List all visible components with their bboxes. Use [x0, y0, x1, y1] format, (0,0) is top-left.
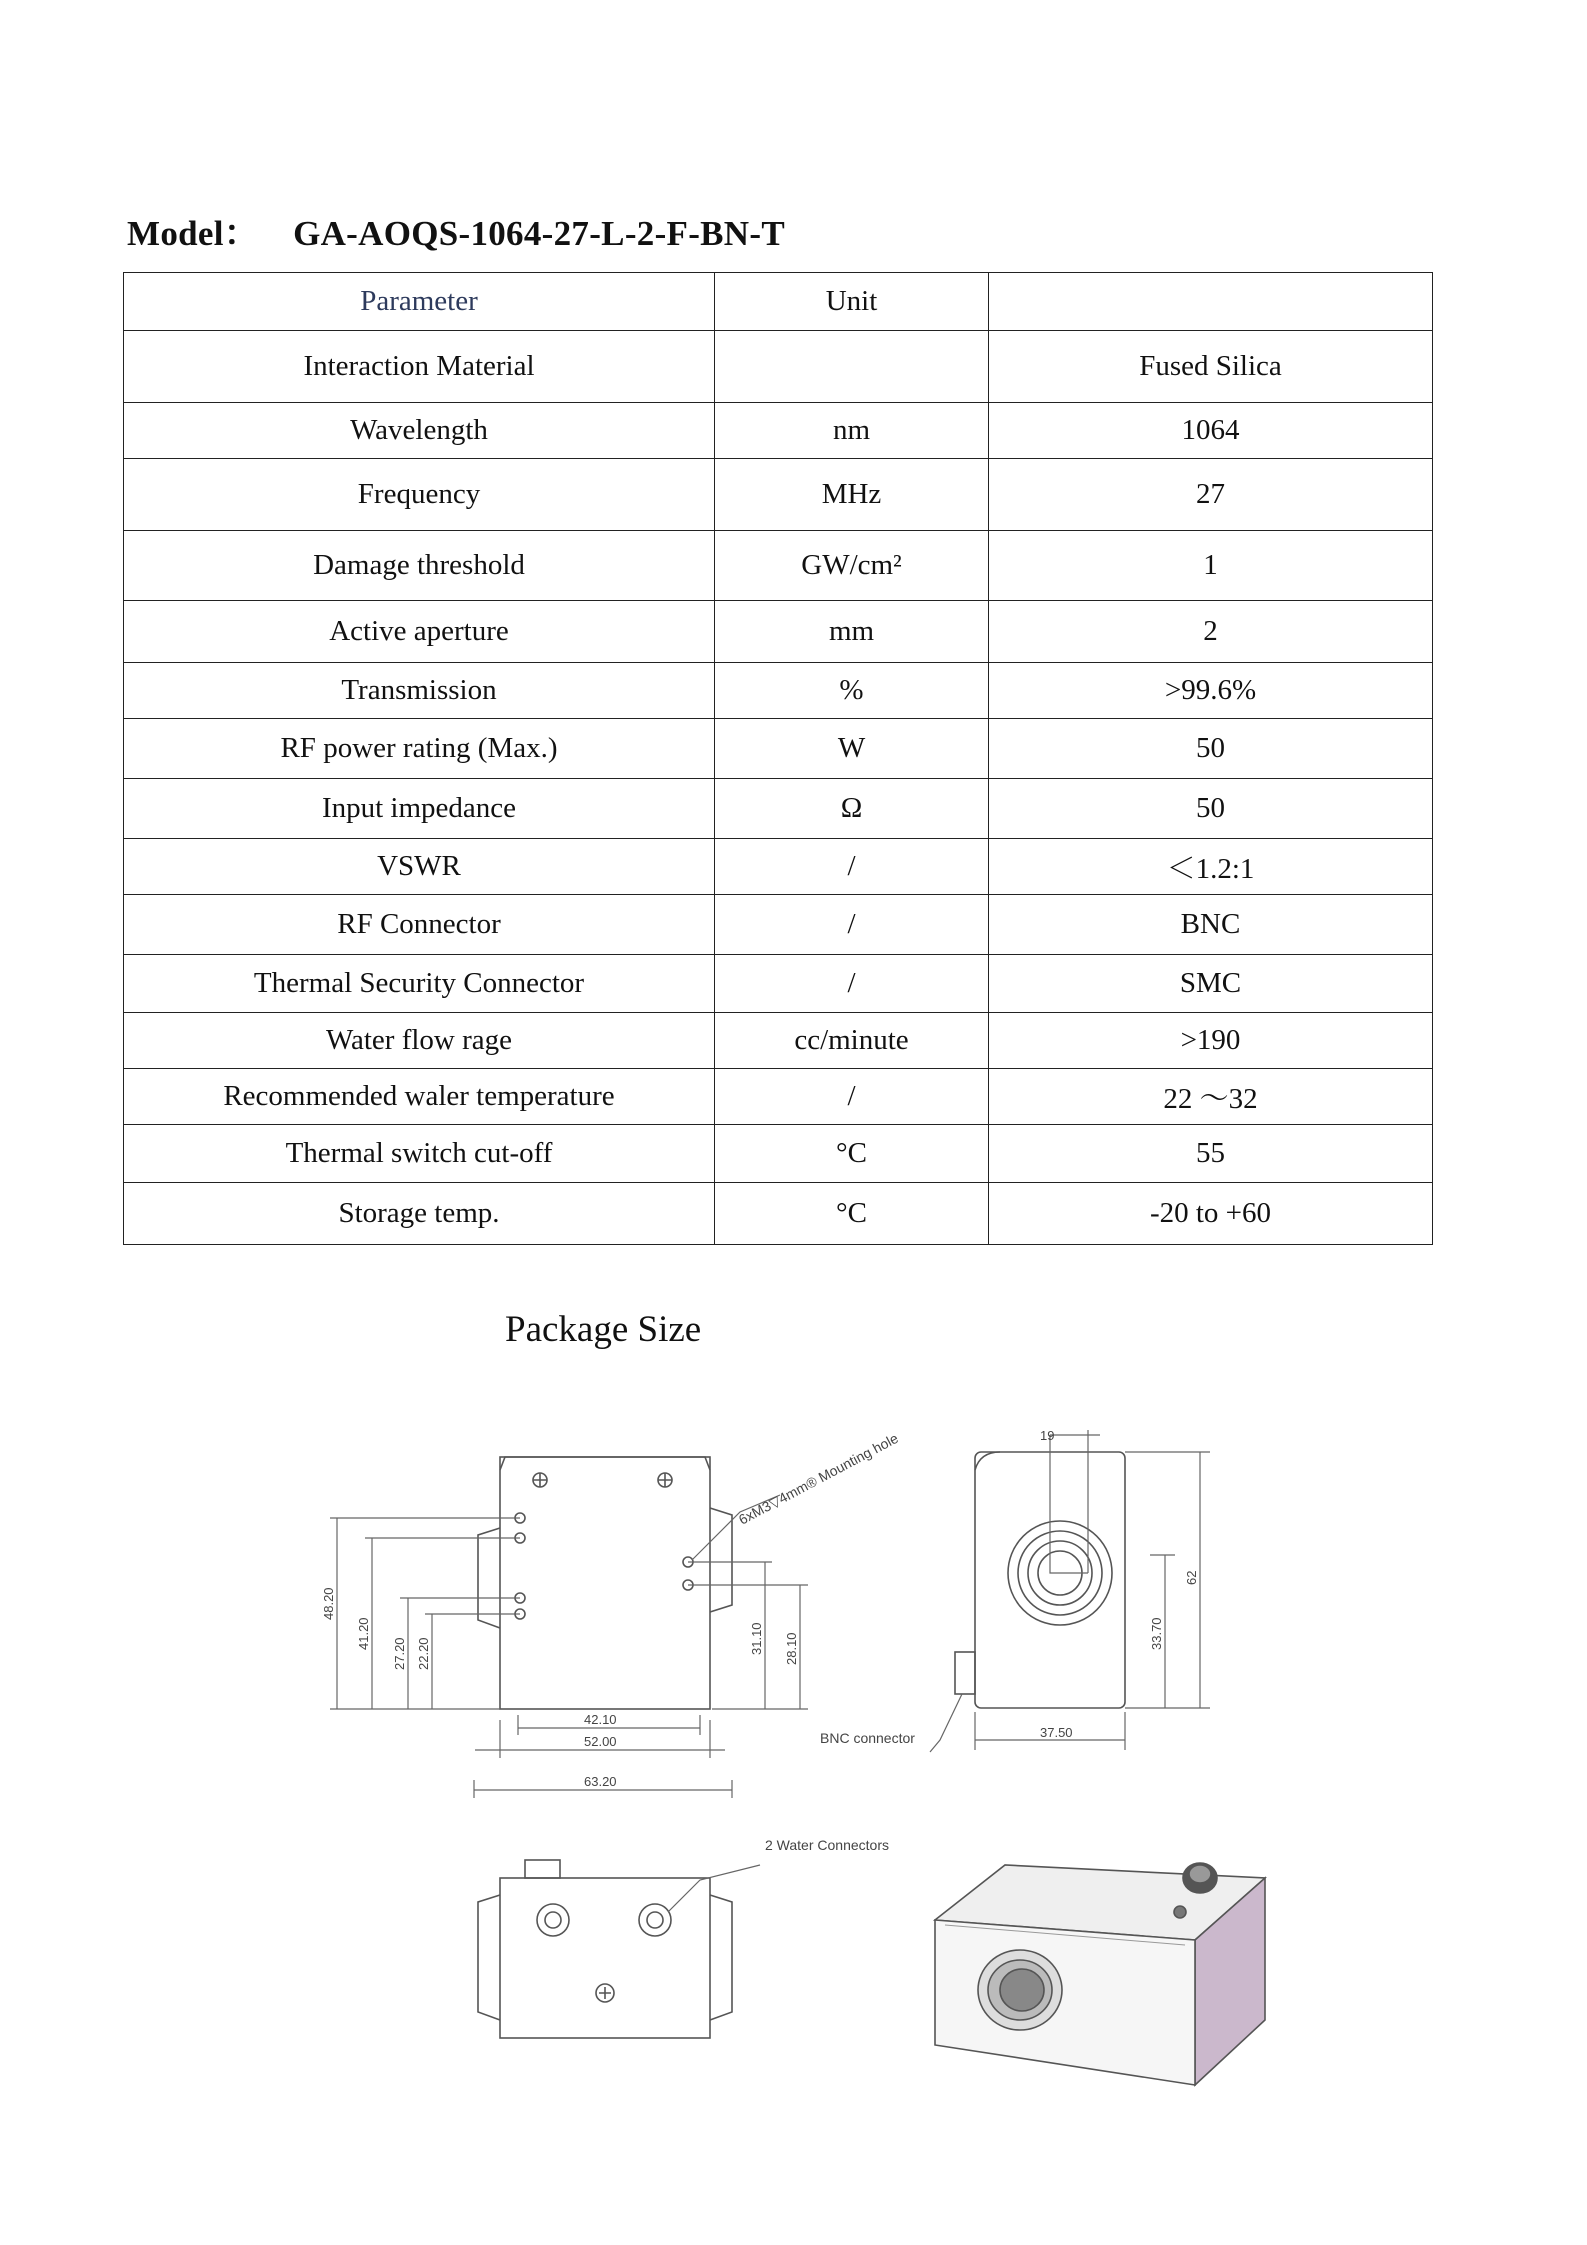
parameter-cell: Active aperture	[124, 601, 715, 663]
mounting-hole-label: 6xM3▽4mm® Mounting hole	[735, 1429, 901, 1528]
dim-2220: 22.20	[416, 1637, 431, 1670]
value-cell: 22 ～32	[989, 1069, 1433, 1125]
parameter-cell: Interaction Material	[124, 331, 715, 403]
parameter-cell: Storage temp.	[124, 1183, 715, 1245]
value-cell: 27	[989, 459, 1433, 531]
parameter-cell: Input impedance	[124, 779, 715, 839]
dim-6320: 63.20	[584, 1774, 617, 1789]
package-size-heading: Package Size	[505, 1309, 702, 1350]
unit-cell: W	[715, 719, 989, 779]
model-label: Model：	[127, 214, 260, 253]
bnc-connector-label: BNC connector	[820, 1730, 915, 1746]
unit-cell: /	[715, 839, 989, 895]
unit-cell: cc/minute	[715, 1013, 989, 1069]
parameter-cell: Wavelength	[124, 403, 715, 459]
housing-3d-view	[935, 1863, 1265, 2085]
dim-5200: 52.00	[584, 1734, 617, 1749]
unit-cell: /	[715, 1069, 989, 1125]
dim-4820: 48.20	[321, 1587, 336, 1620]
value-cell: >99.6%	[989, 663, 1433, 719]
dim-4120: 41.20	[356, 1617, 371, 1650]
parameter-cell: Thermal switch cut-off	[124, 1125, 715, 1183]
dim-3370: 33.70	[1149, 1617, 1164, 1650]
value-cell: 2	[989, 601, 1433, 663]
dim-2720: 27.20	[392, 1637, 407, 1670]
dim-3110: 31.10	[749, 1622, 764, 1655]
dim-62: 62	[1184, 1570, 1199, 1585]
front-view-outline	[478, 1457, 732, 1709]
unit-cell: °C	[715, 1183, 989, 1245]
dim-4210: 42.10	[584, 1712, 617, 1727]
unit-cell: /	[715, 895, 989, 955]
parameter-cell: RF Connector	[124, 895, 715, 955]
dim-19: 19	[1040, 1428, 1055, 1443]
value-cell: 50	[989, 779, 1433, 839]
value-cell: 1064	[989, 403, 1433, 459]
unit-cell: Unit	[715, 273, 989, 331]
value-cell: >190	[989, 1013, 1433, 1069]
value-cell: ＜1.2:1	[989, 839, 1433, 895]
value-cell: SMC	[989, 955, 1433, 1013]
value-cell: 55	[989, 1125, 1433, 1183]
unit-cell: °C	[715, 1125, 989, 1183]
parameter-cell: Recommended waler temperature	[124, 1069, 715, 1125]
value-cell: 50	[989, 719, 1433, 779]
dim-2810: 28.10	[784, 1632, 799, 1665]
dim-3750: 37.50	[1040, 1725, 1073, 1740]
value-cell: 1	[989, 531, 1433, 601]
parameter-cell: Parameter	[124, 273, 715, 331]
parameter-cell: Transmission	[124, 663, 715, 719]
unit-cell: /	[715, 955, 989, 1013]
side-view-outline	[955, 1452, 1125, 1708]
unit-cell: nm	[715, 403, 989, 459]
parameter-cell: Thermal Security Connector	[124, 955, 715, 1013]
value-cell: -20 to +60	[989, 1183, 1433, 1245]
unit-cell: GW/cm²	[715, 531, 989, 601]
model-number: GA-AOQS-1064-27-L-2-F-BN-T	[293, 214, 785, 253]
unit-cell: Ω	[715, 779, 989, 839]
unit-cell: mm	[715, 601, 989, 663]
parameter-cell: Water flow rage	[124, 1013, 715, 1069]
unit-cell: MHz	[715, 459, 989, 531]
value-cell: Fused Silica	[989, 331, 1433, 403]
parameter-cell: Damage threshold	[124, 531, 715, 601]
unit-cell: %	[715, 663, 989, 719]
parameter-cell: VSWR	[124, 839, 715, 895]
value-cell: BNC	[989, 895, 1433, 955]
parameter-cell: Frequency	[124, 459, 715, 531]
parameter-cell: RF power rating (Max.)	[124, 719, 715, 779]
water-connectors-label: 2 Water Connectors	[765, 1837, 889, 1853]
